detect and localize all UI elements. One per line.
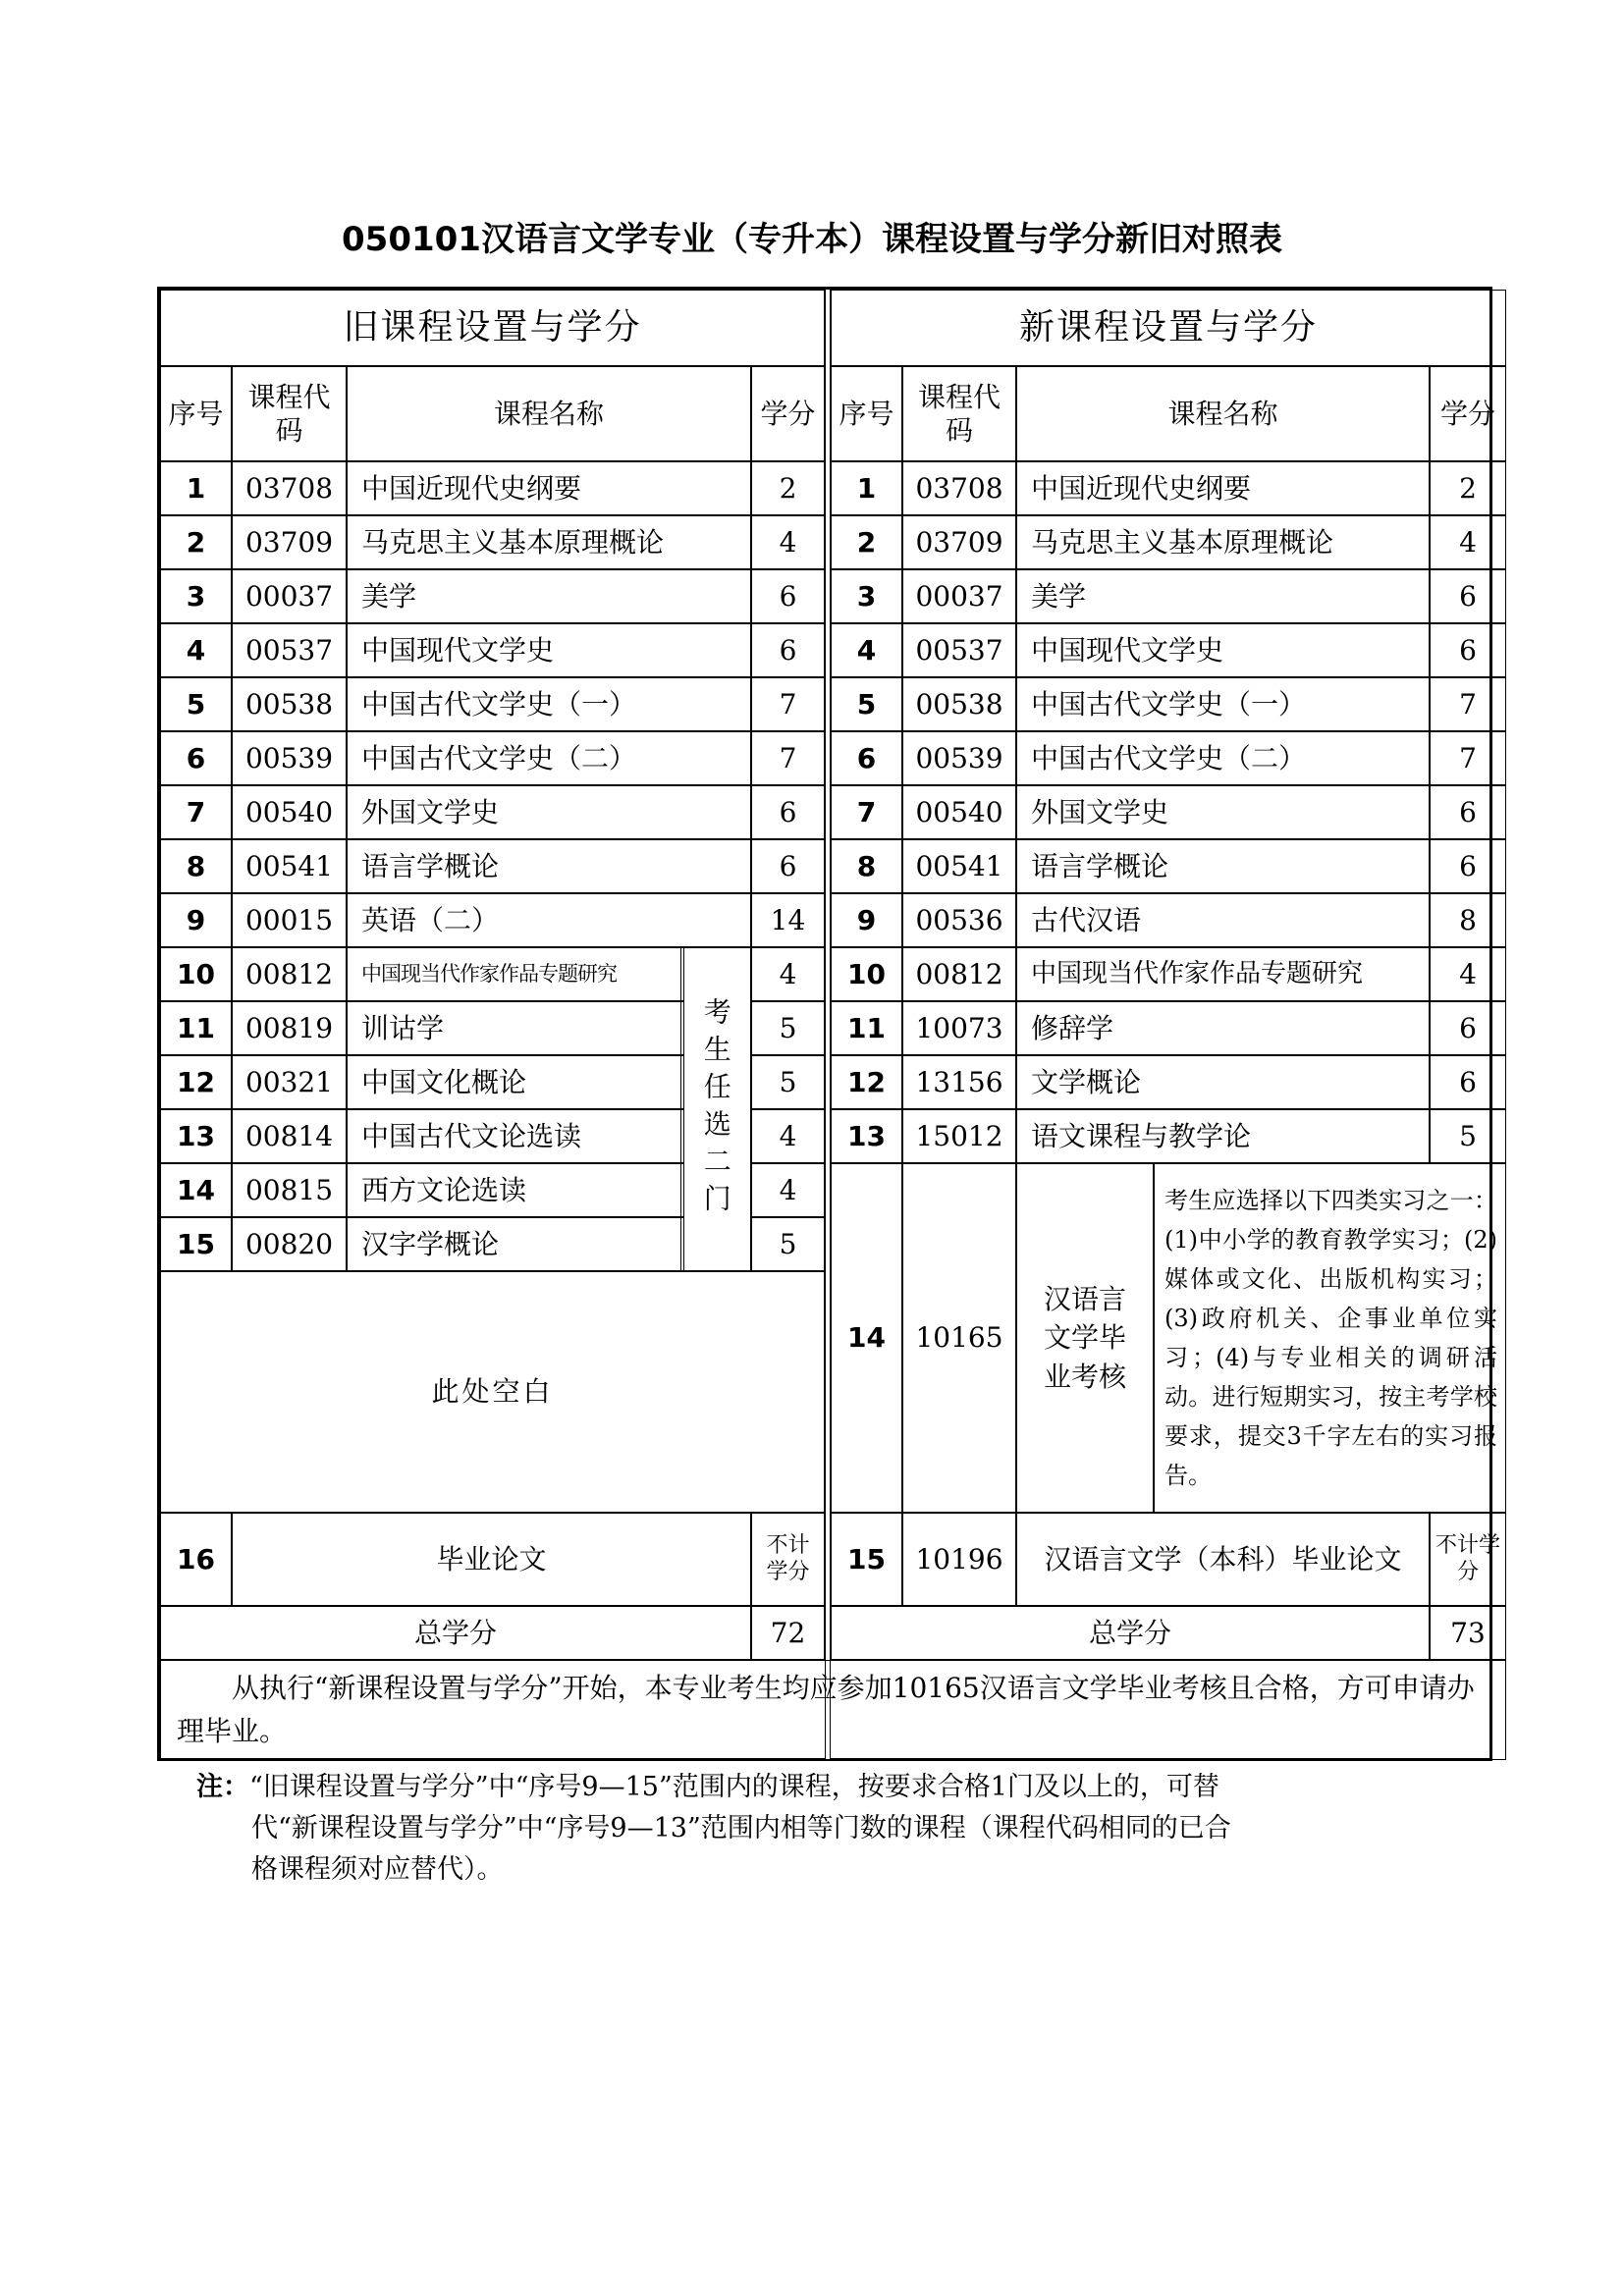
new-row-credit: 7 xyxy=(1430,731,1506,785)
old-row-credit: 14 xyxy=(751,893,825,947)
new-row-code: 00812 xyxy=(902,947,1016,1001)
new-row-name: 外国文学史 xyxy=(1016,785,1430,839)
old-row-seq: 3 xyxy=(160,569,232,623)
new-row-credit: 4 xyxy=(1430,947,1506,1001)
new-exam-desc: 考生应选择以下四类实习之一：(1)中小学的教育教学实习；(2)媒体或文化、出版机构实习；(3)政府机关、企事业单位实习；(4)与专业相关的调研活动。进行短期实习，按主考学校要求，提交3千字左右的实习报告。 xyxy=(1154,1163,1506,1513)
new-row-seq: 11 xyxy=(831,1001,902,1055)
footnote-line-1: “旧课程设置与学分”中“序号9—15”范围内的课程，按要求合格1门及以上的，可替 xyxy=(249,1772,1219,1802)
new-col-code: 课程代码 xyxy=(902,366,1016,461)
new-col-seq: 序号 xyxy=(831,366,902,461)
new-row-name: 美学 xyxy=(1016,569,1430,623)
old-row-seq: 10 xyxy=(160,947,232,1001)
old-row-credit: 6 xyxy=(751,569,825,623)
old-col-credit: 学分 xyxy=(751,366,825,461)
old-row-name: 马克思主义基本原理概论 xyxy=(347,515,751,569)
new-total-value: 73 xyxy=(1430,1606,1506,1660)
old-col-name: 课程名称 xyxy=(347,366,751,461)
old-row-name: 训诂学 xyxy=(347,1001,684,1055)
footnote xyxy=(196,1767,1463,1891)
new-col-credit: 学分 xyxy=(1430,366,1506,461)
new-row-credit: 6 xyxy=(1430,839,1506,893)
old-row-seq: 6 xyxy=(160,731,232,785)
new-row-credit: 6 xyxy=(1430,1001,1506,1055)
new-row-name: 语文课程与教学论 xyxy=(1016,1109,1430,1163)
new-row-credit: 6 xyxy=(1430,1055,1506,1109)
old-thesis-credit: 不计学分 xyxy=(751,1513,825,1606)
old-thesis-name: 毕业论文 xyxy=(232,1513,751,1606)
new-row-code: 00537 xyxy=(902,623,1016,677)
footnote-lead: 注： xyxy=(196,1772,249,1802)
old-row-seq: 1 xyxy=(160,461,232,515)
old-row-name: 英语（二） xyxy=(347,893,751,947)
old-row-credit: 4 xyxy=(751,515,825,569)
footnote-line-2: 代“新课程设置与学分”中“序号9—13”范围内相等门数的课程（课程代码相同的已合 xyxy=(251,1813,1231,1843)
old-row-name: 中国古代文学史（二） xyxy=(347,731,751,785)
old-row-name: 中国古代文论选读 xyxy=(347,1109,684,1163)
new-row-code: 10073 xyxy=(902,1001,1016,1055)
old-row-code: 03708 xyxy=(232,461,347,515)
old-row-name: 西方文论选读 xyxy=(347,1163,684,1217)
old-col-code: 课程代码 xyxy=(232,366,347,461)
old-row-code: 00537 xyxy=(232,623,347,677)
new-exam-seq: 14 xyxy=(831,1163,902,1513)
new-row-name: 马克思主义基本原理概论 xyxy=(1016,515,1430,569)
old-row-code: 00815 xyxy=(232,1163,347,1217)
old-row-seq: 13 xyxy=(160,1109,232,1163)
old-row-seq: 12 xyxy=(160,1055,232,1109)
old-row-credit: 2 xyxy=(751,461,825,515)
new-row-seq: 7 xyxy=(831,785,902,839)
new-row-credit: 6 xyxy=(1430,569,1506,623)
elective-note-text: 考生任选二门 xyxy=(699,997,732,1221)
new-row-seq: 8 xyxy=(831,839,902,893)
new-row-code: 03709 xyxy=(902,515,1016,569)
new-row-name: 中国古代文学史（一） xyxy=(1016,677,1430,731)
new-row-credit: 2 xyxy=(1430,461,1506,515)
new-row-name: 中国现当代作家作品专题研究 xyxy=(1016,947,1430,1001)
old-row-seq: 7 xyxy=(160,785,232,839)
old-row-name: 美学 xyxy=(347,569,751,623)
new-row-name: 语言学概论 xyxy=(1016,839,1430,893)
old-row-name: 中国现代文学史 xyxy=(347,623,751,677)
new-section-header: 新课程设置与学分 xyxy=(831,290,1506,366)
new-row-name: 中国近现代史纲要 xyxy=(1016,461,1430,515)
old-row-credit: 4 xyxy=(751,947,825,1001)
old-blank-area: 此处空白 xyxy=(160,1271,825,1513)
old-row-seq: 2 xyxy=(160,515,232,569)
new-col-name: 课程名称 xyxy=(1016,366,1430,461)
new-row-seq: 13 xyxy=(831,1109,902,1163)
new-exam-code: 10165 xyxy=(902,1163,1016,1513)
new-row-seq: 2 xyxy=(831,515,902,569)
old-row-seq: 5 xyxy=(160,677,232,731)
old-section-header: 旧课程设置与学分 xyxy=(160,290,825,366)
old-row-code: 00321 xyxy=(232,1055,347,1109)
new-row-seq: 3 xyxy=(831,569,902,623)
old-row-code: 00541 xyxy=(232,839,347,893)
new-row-name: 文学概论 xyxy=(1016,1055,1430,1109)
old-row-code: 00812 xyxy=(232,947,347,1001)
new-row-code: 00536 xyxy=(902,893,1016,947)
new-row-name: 中国古代文学史（二） xyxy=(1016,731,1430,785)
old-col-seq: 序号 xyxy=(160,366,232,461)
new-row-name: 古代汉语 xyxy=(1016,893,1430,947)
old-row-name: 中国现当代作家作品专题研究 xyxy=(347,947,684,1001)
comparison-table xyxy=(157,287,1500,1761)
new-row-code: 00539 xyxy=(902,731,1016,785)
old-row-credit: 6 xyxy=(751,839,825,893)
old-total-label: 总学分 xyxy=(160,1606,751,1660)
new-row-seq: 12 xyxy=(831,1055,902,1109)
new-row-code: 03708 xyxy=(902,461,1016,515)
old-row-code: 00820 xyxy=(232,1217,347,1271)
old-row-name: 中国文化概论 xyxy=(347,1055,684,1109)
old-row-name: 外国文学史 xyxy=(347,785,751,839)
new-row-credit: 6 xyxy=(1430,785,1506,839)
old-row-seq: 15 xyxy=(160,1217,232,1271)
new-row-credit: 8 xyxy=(1430,893,1506,947)
new-row-seq: 6 xyxy=(831,731,902,785)
new-row-seq: 5 xyxy=(831,677,902,731)
old-row-seq: 4 xyxy=(160,623,232,677)
old-row-code: 00015 xyxy=(232,893,347,947)
old-thesis-seq: 16 xyxy=(160,1513,232,1606)
footnote-line-3: 格课程须对应替代）。 xyxy=(251,1854,504,1885)
new-row-seq: 10 xyxy=(831,947,902,1001)
new-row-seq: 9 xyxy=(831,893,902,947)
old-row-code: 03709 xyxy=(232,515,347,569)
old-row-seq: 11 xyxy=(160,1001,232,1055)
old-total-value: 72 xyxy=(751,1606,825,1660)
page-title: 050101汉语言文学专业（专升本）课程设置与学分新旧对照表 xyxy=(342,220,1282,259)
old-row-credit: 7 xyxy=(751,677,825,731)
new-row-credit: 4 xyxy=(1430,515,1506,569)
old-row-code: 00814 xyxy=(232,1109,347,1163)
new-row-name: 修辞学 xyxy=(1016,1001,1430,1055)
old-row-credit: 5 xyxy=(751,1217,825,1271)
new-thesis-name: 汉语言文学（本科）毕业论文 xyxy=(1016,1513,1430,1606)
old-row-credit: 4 xyxy=(751,1109,825,1163)
old-row-credit: 7 xyxy=(751,731,825,785)
old-row-credit: 6 xyxy=(751,623,825,677)
new-row-credit: 6 xyxy=(1430,623,1506,677)
old-row-name: 中国古代文学史（一） xyxy=(347,677,751,731)
new-thesis-code: 10196 xyxy=(902,1513,1016,1606)
old-row-credit: 4 xyxy=(751,1163,825,1217)
old-row-name: 汉字学概论 xyxy=(347,1217,684,1271)
old-row-code: 00819 xyxy=(232,1001,347,1055)
old-row-seq: 14 xyxy=(160,1163,232,1217)
new-row-code: 15012 xyxy=(902,1109,1016,1163)
graduation-requirement-note: 从执行“新课程设置与学分”开始，本专业考生均应参加10165汉语言文学毕业考核且合格，方可申请办理毕业。 xyxy=(160,1660,1506,1760)
new-row-credit: 7 xyxy=(1430,677,1506,731)
old-row-name: 语言学概论 xyxy=(347,839,751,893)
new-row-seq: 1 xyxy=(831,461,902,515)
new-thesis-seq: 15 xyxy=(831,1513,902,1606)
new-row-credit: 5 xyxy=(1430,1109,1506,1163)
old-row-credit: 6 xyxy=(751,785,825,839)
old-row-seq: 9 xyxy=(160,893,232,947)
new-row-code: 00541 xyxy=(902,839,1016,893)
new-row-name: 中国现代文学史 xyxy=(1016,623,1430,677)
old-row-credit: 5 xyxy=(751,1055,825,1109)
old-row-name: 中国近现代史纲要 xyxy=(347,461,751,515)
old-row-code: 00538 xyxy=(232,677,347,731)
new-thesis-credit: 不计学分 xyxy=(1430,1513,1506,1606)
old-row-code: 00539 xyxy=(232,731,347,785)
new-row-code: 13156 xyxy=(902,1055,1016,1109)
old-row-credit: 5 xyxy=(751,1001,825,1055)
new-row-code: 00037 xyxy=(902,569,1016,623)
old-row-code: 00037 xyxy=(232,569,347,623)
new-row-seq: 4 xyxy=(831,623,902,677)
new-row-code: 00540 xyxy=(902,785,1016,839)
old-row-code: 00540 xyxy=(232,785,347,839)
new-exam-name: 汉语言文学毕业考核 xyxy=(1016,1163,1154,1513)
old-row-seq: 8 xyxy=(160,839,232,893)
new-total-label: 总学分 xyxy=(831,1606,1430,1660)
elective-note xyxy=(680,947,751,1271)
new-row-code: 00538 xyxy=(902,677,1016,731)
